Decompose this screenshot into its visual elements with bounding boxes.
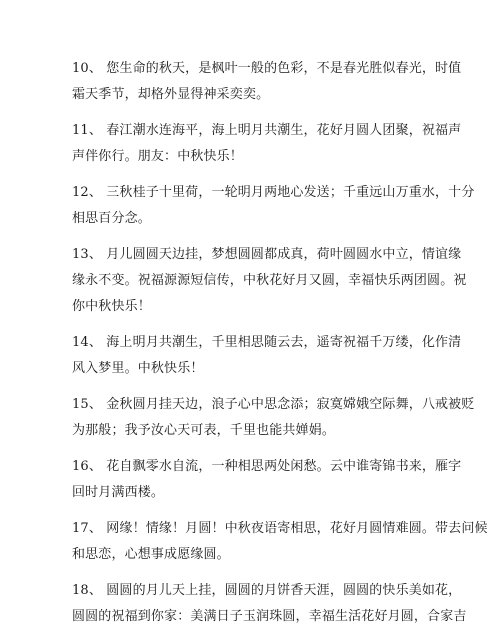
- paragraph-line: 圆圆的祝福到你家：美满日子玉润珠圆，幸福生活花好月圆，合家吉: [72, 609, 467, 624]
- paragraph-line: 11、 春江潮水连海平，海上明月共潮生，花好月圆人团聚，祝福声: [72, 123, 462, 138]
- wish-list: [0, 56, 500, 640]
- list-item: [0, 242, 467, 320]
- paragraph-line: 你中秋快乐！: [72, 299, 151, 314]
- list-item: [0, 56, 462, 108]
- list-item: [0, 330, 462, 382]
- paragraph-line: 17、 网缘！情缘！月圆！中秋夜语寄相思，花好月圆情难圆。带去问候: [72, 521, 488, 536]
- paragraph-line: 13、 月儿圆圆天边挂，梦想圆圆都成真，荷叶圆圆水中立，情谊缘: [72, 247, 462, 262]
- paragraph-line: 缘永不变。祝福源源短信传，中秋花好月又圆，幸福快乐两团圆。祝: [72, 273, 467, 288]
- list-item: [0, 578, 467, 630]
- paragraph-line: 10、 您生命的秋天，是枫叶一般的色彩，不是春光胜似春光，时值: [72, 61, 462, 76]
- paragraph-line: 和思恋，心想事成愿缘圆。: [72, 547, 230, 562]
- paragraph-line: 回时月满西楼。: [72, 485, 165, 500]
- paragraph-line: 为那般；我予汝心天可表，千里也能共婵娟。: [72, 423, 336, 438]
- list-item: [0, 454, 462, 506]
- paragraph-line: 风入梦里。中秋快乐！: [72, 361, 204, 376]
- list-item: [0, 392, 475, 444]
- paragraph-line: 霜天季节，却格外显得神采奕奕。: [72, 87, 270, 102]
- list-item: [0, 516, 488, 568]
- paragraph-line: 声伴你行。朋友：中秋快乐！: [72, 149, 243, 164]
- paragraph-line: 14、 海上明月共潮生，千里相思随云去，遥寄祝福千万缕，化作清: [72, 335, 462, 350]
- paragraph-line: 15、 金秋圆月挂天边，浪子心中思念添；寂寞嫦娥空际舞，八戒被贬: [72, 397, 475, 412]
- paragraph-line: 12、 三秋桂子十里荷，一轮明月两地心发送；千重远山万重水，十分: [72, 185, 475, 200]
- paragraph-line: 16、 花自飘零水自流，一种相思两处闲愁。云中谁寄锦书来，雁字: [72, 459, 462, 474]
- list-item: [0, 180, 475, 232]
- list-item: [0, 118, 462, 170]
- paragraph-line: 18、 圆圆的月儿天上挂，圆圆的月饼香天涯，圆圆的快乐美如花，: [72, 583, 462, 598]
- paragraph-line: 相思百分念。: [72, 211, 151, 226]
